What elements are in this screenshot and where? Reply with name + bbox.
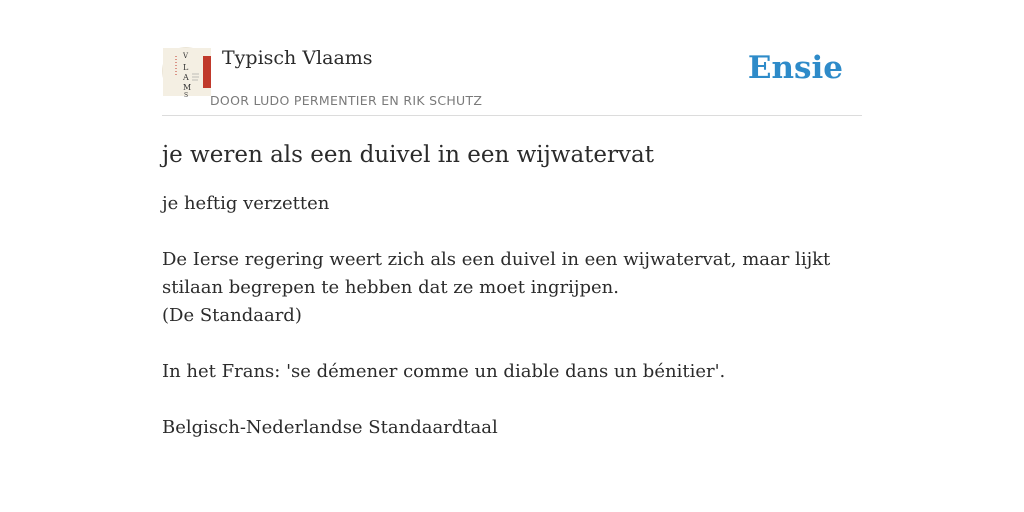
book-cover-icon[interactable] (162, 47, 210, 99)
dictionary-header (162, 44, 862, 116)
ensie-logo-link[interactable]: Ensie (747, 50, 843, 86)
entry-title: je weren als een duivel in een wijwatervat (162, 142, 654, 168)
entry-card (162, 44, 862, 442)
entry-definition: je heftig verzetten (162, 193, 330, 214)
entry-category: Belgisch-Nederlandse Standaardtaal (162, 417, 498, 438)
entry-example-source: (De Standaard) (162, 305, 302, 326)
entry-note: In het Frans: 'se démener comme un diable dans un bénitier'. (162, 361, 726, 382)
svg-text:A: A (183, 73, 189, 82)
dictionary-authors: DOOR LUDO PERMENTIER EN RIK SCHUTZ (210, 93, 483, 108)
dictionary-title-link[interactable]: Typisch Vlaams (222, 47, 373, 69)
svg-text:L: L (183, 63, 189, 72)
svg-text:V: V (183, 52, 189, 60)
svg-text:S: S (184, 92, 189, 99)
entry-example: De Ierse regering weert zich als een duivel in een wijwatervat, maar lijkt stilaan begrepen te hebben dat ze moet ingrijpen. (162, 249, 831, 298)
svg-text:M: M (183, 83, 192, 92)
